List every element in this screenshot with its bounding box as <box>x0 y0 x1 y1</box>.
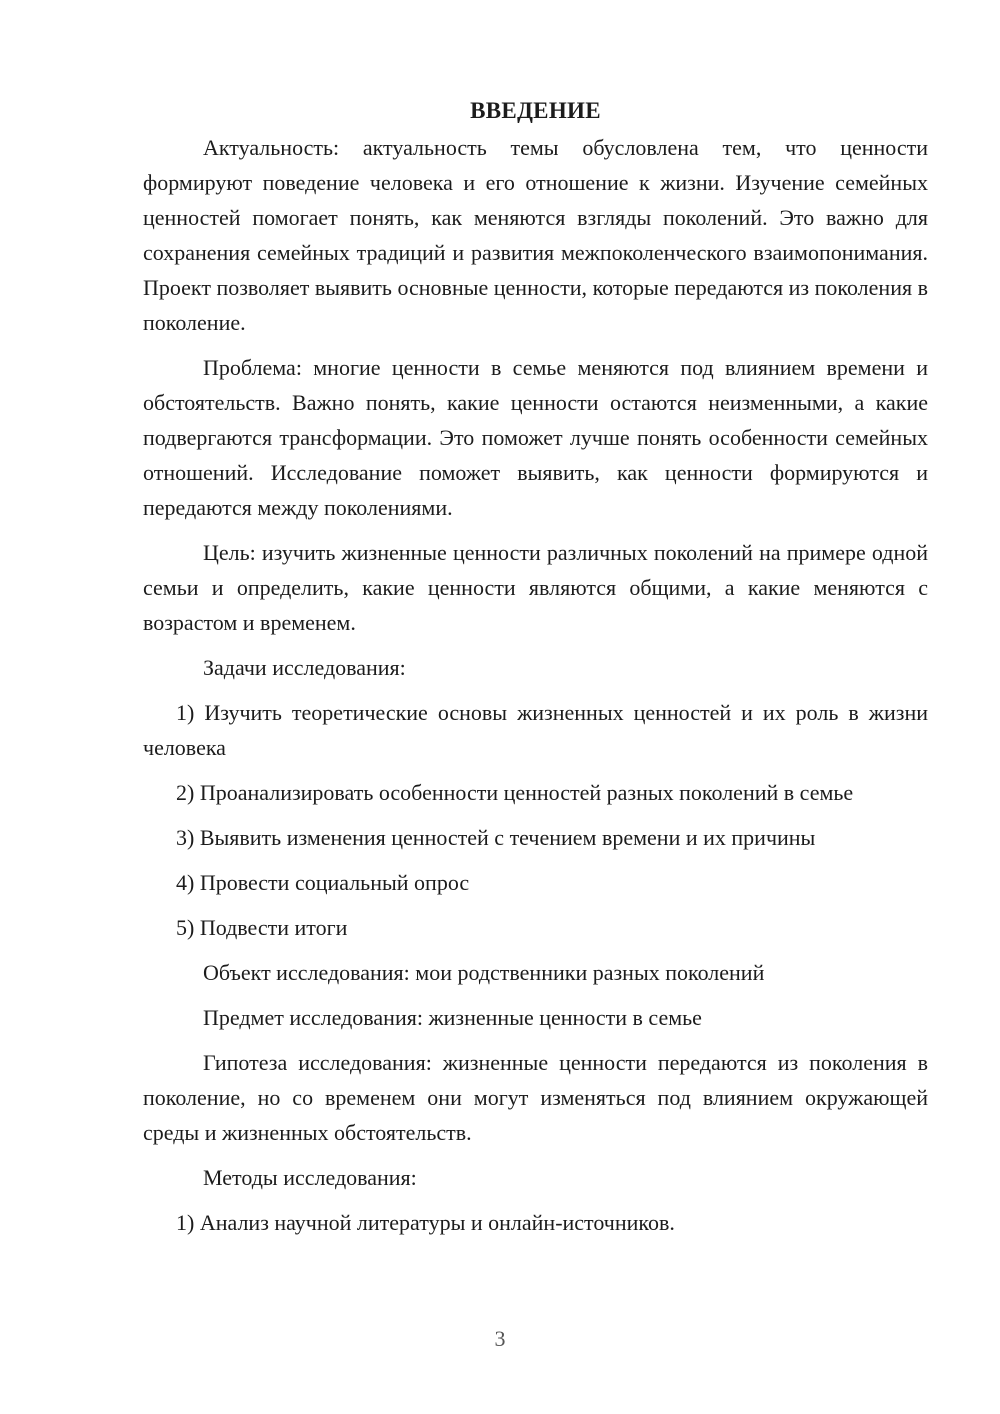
section-title: ВВЕДЕНИЕ <box>470 98 601 123</box>
document-page <box>143 96 928 1250</box>
task-item-3: 3) Выявить изменения ценностей с течением времени и их причины <box>176 825 816 850</box>
tasks-heading: Задачи исследования: <box>203 655 406 680</box>
paragraph-problem: Проблема: многие ценности в семье меняются под влиянием времени и обстоятельств. Важно понять, какие ценности остаются неизменными, а какие подвергаются трансформации. Это поможет лучше понять особенности семейных отношений. Исследование поможет выявить, как ценности формируются и передаются между поколениями. <box>143 355 928 520</box>
paragraph-goal: Цель: изучить жизненные ценности различных поколений на примере одной семьи и определить, какие ценности являются общими, а какие меняются с возрастом и временем. <box>143 540 928 635</box>
page-number: 3 <box>494 1326 506 1351</box>
task-item-1: 1) Изучить теоретические основы жизненных ценностей и их роль в жизни человека <box>143 700 928 760</box>
task-item-4: 4) Провести социальный опрос <box>176 870 470 895</box>
method-item-1: 1) Анализ научной литературы и онлайн-источников. <box>176 1210 675 1235</box>
task-item-5: 5) Подвести итоги <box>176 915 348 940</box>
task-item-2: 2) Проанализировать особенности ценностей разных поколений в семье <box>176 780 854 805</box>
methods-heading: Методы исследования: <box>203 1165 417 1190</box>
paragraph-relevance: Актуальность: актуальность темы обусловлена тем, что ценности формируют поведение человека и его отношение к жизни. Изучение семейных ценностей помогает понять, как меняются взгляды поколений. Это важно для сохранения семейных традиций и развития межпоколенческого взаимопонимания. Проект позволяет выявить основные ценности, которые передаются из поколения в поколение. <box>143 135 928 335</box>
paragraph-hypothesis: Гипотеза исследования: жизненные ценности передаются из поколения в поколение, но со временем они могут изменяться под влиянием окружающей среды и жизненных обстоятельств. <box>143 1050 928 1145</box>
paragraph-subject: Предмет исследования: жизненные ценности в семье <box>203 1005 702 1030</box>
paragraph-object: Объект исследования: мои родственники разных поколений <box>203 960 765 985</box>
